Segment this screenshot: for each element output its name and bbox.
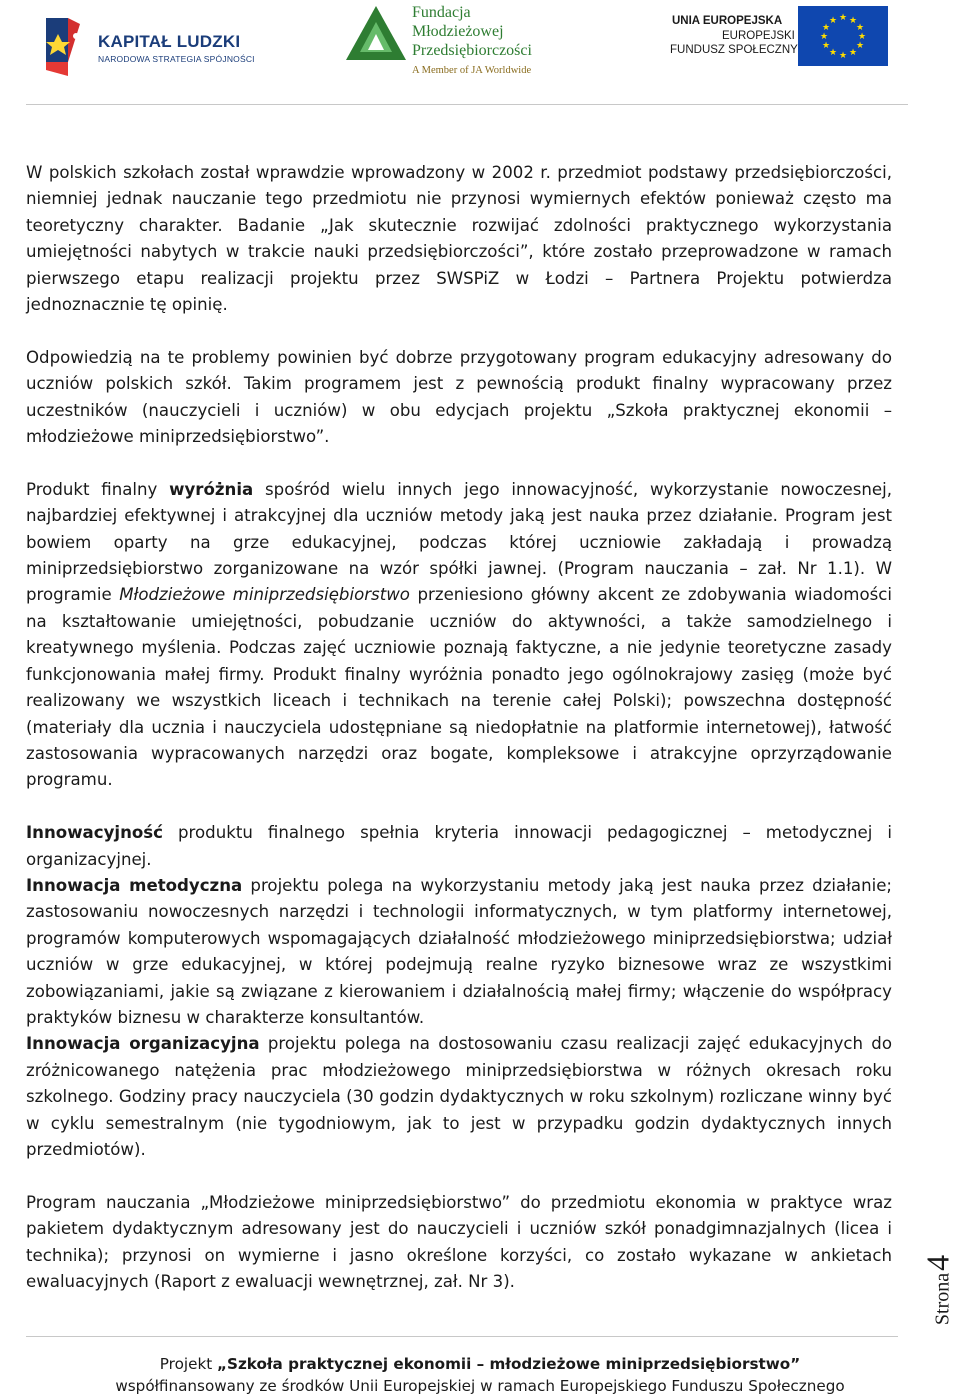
svg-text:★: ★ — [838, 13, 848, 23]
svg-text:★: ★ — [828, 48, 838, 58]
svg-text:★: ★ — [838, 51, 848, 61]
footer-divider — [26, 1336, 898, 1337]
paragraph-3-italic: Młodzieżowe miniprzedsiębiorstwo — [119, 585, 410, 605]
footer-prefix: Projekt — [159, 1355, 218, 1373]
fundacja-line1: Fundacja — [412, 4, 471, 21]
paragraph-6 — [26, 1031, 892, 1163]
eu-line3: FUNDUSZ SPOŁECZNY — [670, 44, 798, 56]
eu-line2: EUROPEJSKI — [722, 30, 795, 42]
page-header — [0, 0, 960, 106]
svg-text:★: ★ — [848, 16, 858, 26]
footer-project-name: „Szkoła praktycznej ekonomii – młodzieżowe miniprzedsiębiorstwo” — [217, 1355, 801, 1373]
paragraph-6-bold: Innowacja organizacyjna — [26, 1034, 260, 1054]
eu-logo — [670, 6, 892, 68]
kapital-ludzki-subtitle: NARODOWA STRATEGIA SPÓJNOŚCI — [98, 54, 255, 64]
svg-text:★: ★ — [848, 48, 858, 58]
paragraph-3-text: spośród wielu innych jego innowacyjność, wykorzystanie nowoczesnej, najbardziej efektywnej i atrakcyjnej dla uczniów metody jaką jest nauka przez działanie. Program jest bowiem oparty na grze edukacyjnej, podczas której uczniowie zakładają i prowadzą miniprzedsiębiorstwo zorganizowane na wzór spółki jawnej. (Program nauczania – zał. Nr 1.1). W programie — [26, 479, 893, 605]
paragraph-7: Program nauczania „Młodzieżowe miniprzedsiębiorstwo” do przedmiotu ekonomia w praktyce wraz pakietem dydaktycznym adresowany jest do nauczycieli i uczniów szkół ponadgimnazjalnych (licea i technika); przynosi on wymierne i jasno określone korzyści, co zostało wykazane w ankietach ewaluacyjnych (Raport z ewaluacji wewnętrznej, zał. Nr 3). — [26, 1192, 892, 1291]
eu-flag-icon — [798, 6, 888, 66]
paragraph-4-bold: Innowacyjność — [26, 823, 163, 843]
svg-text:★: ★ — [828, 16, 838, 26]
paragraph-3-bold: wyróżnia — [169, 479, 254, 499]
fundacja-logo — [344, 4, 564, 84]
paragraph-2: Odpowiedzią na te problemy powinien być dobrze przygotowany program edukacyjny adresowany do uczniów polskich szkół. Takim programem jest z pewnością produkt finalny wypracowany przez uczestników (nauczycieli i uczniów) w obu edycjach projektu „Szkoła praktycznej ekonomii – młodzieżowe miniprzedsiębiorstwo”. — [26, 347, 892, 447]
eu-line1: UNIA EUROPEJSKA — [672, 15, 783, 27]
paragraph-4 — [26, 820, 892, 873]
paragraph-1: W polskich szkołach został wprawdzie wprowadzony w 2002 r. przedmiot podstawy przedsiębiorczości, niemniej jednak nauczanie tego przedmiotu nie przynosi wymiernych efektów ponieważ często ma teoretyczny charakter. Badanie „Jak skutecznie rozwijać zdolności praktycznego wykorzystania umiejętności nabytych w trakcie nauki przedsiębiorczości”, które zostało przeprowadzone w ramach pierwszego etapu realizacji projektu przez SWSPiZ w Łodzi – Partnera Projektu potwierdza jednoznacznie tę opinię. — [26, 163, 892, 315]
svg-text:★: ★ — [855, 23, 865, 33]
svg-text:★: ★ — [821, 41, 831, 51]
document-body — [26, 160, 892, 1295]
paragraph-3 — [26, 477, 892, 794]
fundacja-line2: Młodzieżowej — [412, 23, 504, 40]
paragraph-3-text: przeniesiono główny akcent ze zdobywania wiadomości na kształtowanie umiejętności, pobudzanie uczniów do aktywności, a także samodzielnego i kreatywnego myślenia. Podczas zajęć uczniowie poznają faktyczne, a nie jedynie teoretyczne zasady funkcjonowania małej firmy. Produkt finalny wyróżnia ponadto jego ogólnokrajowy zasięg (może być realizowany we wszystkich liceach i technikach na terenie całej Polski); powszechna dostępność (materiały dla ucznia i nauczyciela udostępniane są niedopłatnie na platformie internetowej), łatwość zastosowania wypracowanych narzędzi oraz bogate, kompleksowe i atrakcyjne oprzyrządowanie programu. — [26, 585, 892, 790]
footer-line-1 — [0, 1353, 960, 1375]
fundacja-tagline: A Member of JA Worldwide — [412, 65, 532, 76]
header-divider — [26, 104, 908, 105]
fundacja-emblem-icon — [344, 4, 408, 66]
svg-text:★: ★ — [819, 32, 829, 42]
paragraph-4-text: produktu finalnego spełnia kryteria innowacji pedagogicznej – metodycznej i organizacyjnej. — [26, 823, 892, 869]
kapital-ludzki-logo — [40, 10, 260, 82]
svg-text:★: ★ — [855, 41, 865, 51]
footer-line-2: współfinansowany ze środków Unii Europejskiej w ramach Europejskiego Funduszu Społecznego — [115, 1377, 845, 1395]
page-number: 4 — [919, 1254, 956, 1271]
paragraph-3-text: Produkt finalny — [26, 479, 170, 499]
paragraph-5 — [26, 873, 892, 1031]
paragraph-6-text: projektu polega na dostosowaniu czasu realizacji zajęć edukacyjnych do zróżnicowanego natężenia prac młodzieżowego miniprzedsiębiorstwa w różnych okresach roku szkolnego. Godziny pracy nauczyciela (30 godzin dydaktycznych w roku szkolnym) rozliczane winny być w cyklu semestralnym (nie tygodniowym, jak to jest w przypadku godzin dydaktycznych innych przedmiotów). — [26, 1034, 892, 1159]
kapital-ludzki-emblem-icon — [40, 10, 92, 82]
svg-text:★: ★ — [821, 23, 831, 33]
svg-text:★: ★ — [857, 32, 867, 42]
kapital-ludzki-title: KAPITAŁ LUDZKI — [98, 32, 241, 51]
page-footer — [0, 1353, 960, 1397]
paragraph-5-text: projektu polega na wykorzystaniu metody jaką jest nauka przez działanie; zastosowaniu nowoczesnych narzędzi i technologii informatycznych, w tym platformy internetowej, programów komputerowych wspomagających działalność młodzieżowego miniprzedsiębiorstwa; udział uczniów w grze edukacyjnej, w której podejmują realne ryzyko biznesowe wraz ze wszystkimi zobowiązaniami, jakie są związane z kierowaniem i działalnością małej firmy; włączenie do współpracy praktyków biznesu w charakterze konsultantów. — [26, 875, 892, 1027]
paragraph-5-bold: Innowacja metodyczna — [26, 875, 243, 895]
page-number-label — [918, 1240, 958, 1340]
page-word: Strona — [931, 1272, 954, 1326]
fundacja-line3: Przedsiębiorczości — [412, 42, 532, 59]
